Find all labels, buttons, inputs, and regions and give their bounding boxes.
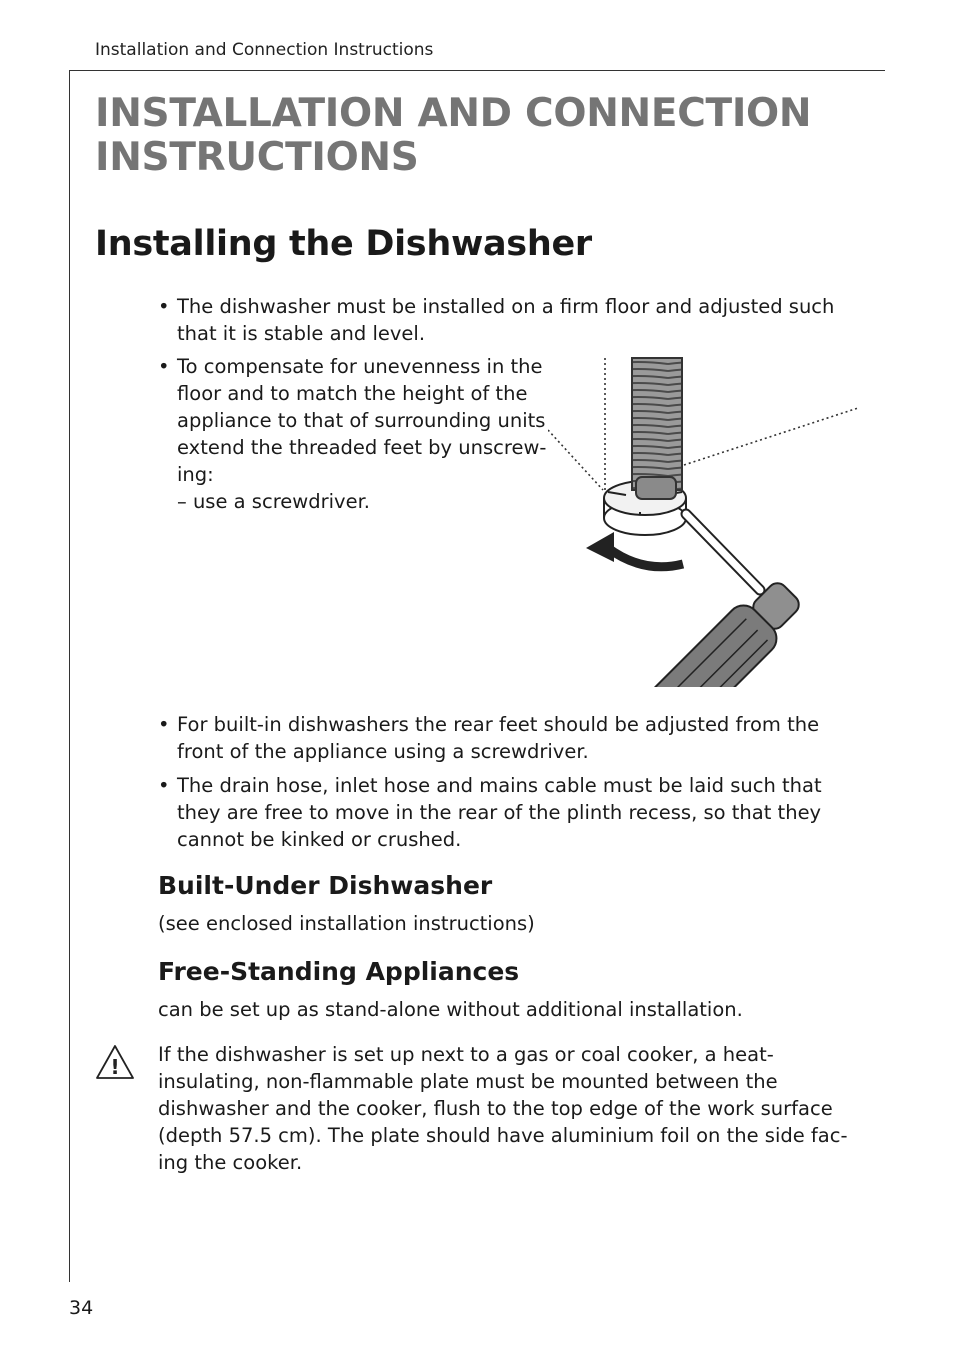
page-number: 34 — [69, 1297, 94, 1319]
bullet-text — [177, 772, 822, 853]
bullet-text — [177, 711, 819, 765]
chapter-title-line: INSTALLATION AND CONNECTION — [95, 91, 812, 136]
chapter-title-line: INSTRUCTIONS — [95, 135, 419, 180]
bullet-text — [177, 293, 834, 347]
bullet-dot: • — [158, 774, 170, 797]
bullet-dot: • — [158, 713, 170, 736]
text-line: that it is stable and level. — [177, 322, 426, 345]
warning-symbol: ! — [110, 1055, 120, 1079]
free-standing-text — [158, 996, 743, 1023]
text-line: The dishwasher must be installed on a firm floor and adjusted such — [177, 295, 835, 318]
guide-line — [548, 430, 603, 490]
chapter-title — [95, 92, 855, 180]
header-rule — [69, 70, 885, 71]
warning-triangle-icon — [94, 1043, 136, 1081]
text-line: extend the threaded feet by unscrew- — [177, 436, 547, 459]
rotation-arrow — [608, 548, 683, 567]
built-under-note — [158, 910, 535, 937]
text-line: insulating, non-flammable plate must be mounted between the — [158, 1070, 778, 1093]
running-header: Installation and Connection Instructions — [95, 40, 434, 60]
text-line: appliance to that of surrounding units — [177, 409, 546, 432]
text-line: (see enclosed installation instructions) — [158, 912, 535, 935]
warning-text — [158, 1041, 848, 1176]
screwdriver-handle — [644, 572, 809, 687]
text-line: cannot be kinked or crushed. — [177, 828, 462, 851]
bullet-text — [177, 353, 546, 515]
free-standing-heading: Free-Standing Appliances — [158, 957, 520, 986]
guide-line — [684, 408, 858, 465]
threaded-rod — [632, 358, 682, 490]
text-line: they are free to move in the rear of the plinth recess, so that they — [177, 801, 822, 824]
text-line: floor and to match the height of the — [177, 382, 528, 405]
text-line: ing: — [177, 463, 214, 486]
section-title: Installing the Dishwasher — [95, 224, 592, 264]
text-line: front of the appliance using a screwdriver. — [177, 740, 589, 763]
text-line: ing the cooker. — [158, 1151, 303, 1174]
text-line: can be set up as stand-alone without additional installation. — [158, 998, 743, 1021]
foot-adjustment-illustration — [548, 352, 860, 687]
built-under-heading: Built-Under Dishwasher — [158, 871, 493, 900]
text-line: (depth 57.5 cm). The plate should have aluminium foil on the side fac- — [158, 1124, 848, 1147]
bullet-dot: • — [158, 295, 170, 318]
arrow-head — [586, 532, 614, 562]
margin-rule — [69, 70, 70, 1282]
text-line: The drain hose, inlet hose and mains cable must be laid such that — [177, 774, 822, 797]
text-line: If the dishwasher is set up next to a gas or coal cooker, a heat- — [158, 1043, 774, 1066]
text-line: – use a screwdriver. — [177, 490, 371, 513]
text-line: dishwasher and the cooker, flush to the top edge of the work surface — [158, 1097, 833, 1120]
bullet-dot: • — [158, 355, 170, 378]
text-line: To compensate for unevenness in the — [177, 355, 543, 378]
text-line: For built-in dishwashers the rear feet should be adjusted from the — [177, 713, 820, 736]
